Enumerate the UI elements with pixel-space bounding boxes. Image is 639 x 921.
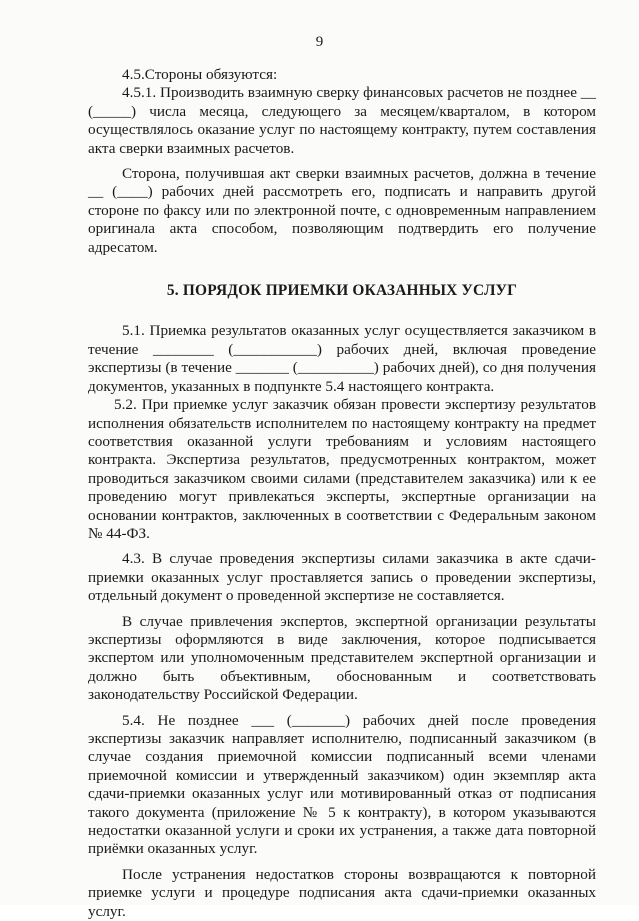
document-body bbox=[88, 66, 596, 921]
clause-4-3-experts: В случае привлечения экспертов, экспертной организации результаты экспертизы оформляются в виде заключения, которое подписывается экспертом или уполномоченным представителем экспертной организации и должно быть объективным, обоснованным и соответствовать законодательству Российской Федерации. bbox=[88, 612, 596, 704]
clause-4-5: 4.5.Стороны обязуются: bbox=[122, 66, 278, 83]
page-number: 9 bbox=[315, 34, 324, 50]
clause-5-2: 5.2. При приемке услуг заказчик обязан провести экспертизу результатов исполнения обязательств исполнителем по настоящему контракту на предмет соответствия оказанной услуги требованиям и условиям настоящего контракта. Экспертиза результатов, предусмотренных контрактом, может проводиться заказчиком своими силами (представителем заказчика) или к ее проведению могут привлекаться эксперты, экспертные организации на основании контрактов, заключенных в соответствии с Федеральным законом № 44-ФЗ. bbox=[88, 396, 596, 542]
clause-5-4: 5.4. Не позднее ___ (_______) рабочих дней после проведения экспертизы заказчик направляет исполнителю, подписанный заказчиком (в случае создания приемочной комиссии подписанный всеми членами приемочной комиссии и утвержденный заказчиком) один экземпляр акта сдачи-приемки оказанных услуг или мотивированный отказ от подписания такого документа (приложение № 5 к контракту), в котором указываются недостатки оказанной услуги и сроки их устранения, а также дата повторной приёмки оказанных услуг. bbox=[88, 711, 596, 858]
clause-4-5-1-reconciliation: Сторона, получившая акт сверки взаимных расчетов, должна в течение __ (____) рабочих дней рассмотреть его, подписать и направить другой стороне по факсу или по электронной почте, с одновременным направлением оригинала акта способом, позволяющим подтвердить его получение адресатом. bbox=[88, 165, 596, 256]
clause-5-4-resubmission: После устранения недостатков стороны возвращаются к повторной приемке услуги и процедуре подписания акта сдачи-приемки оказанных услуг. bbox=[88, 865, 596, 920]
section-heading: 5. ПОРЯДОК ПРИЕМКИ ОКАЗАННЫХ УСЛУГ bbox=[166, 282, 518, 300]
clause-4-3: 4.3. В случае проведения экспертизы силами заказчика в акте сдачи-приемки оказанных услуг проставляется запись о проведении экспертизы, отдельный документ о проведенной экспертизе не составляется. bbox=[88, 550, 596, 605]
clause-5-1: 5.1. Приемка результатов оказанных услуг осуществляется заказчиком в течение ________ (___________) рабочих дней, включая проведение экспертизы (в течение _______ (__________) рабочих дней), со дня получения документов, указанных в подпункте 5.4 настоящего контракта. bbox=[88, 322, 596, 395]
clause-4-5-1: 4.5.1. Производить взаимную сверку финансовых расчетов не позднее __ (_____) числа месяца, следующего за месяцем/кварталом, в котором осуществлялось оказание услуг по настоящему контракту, путем составления акта сверки взаимных расчетов. bbox=[88, 84, 596, 157]
